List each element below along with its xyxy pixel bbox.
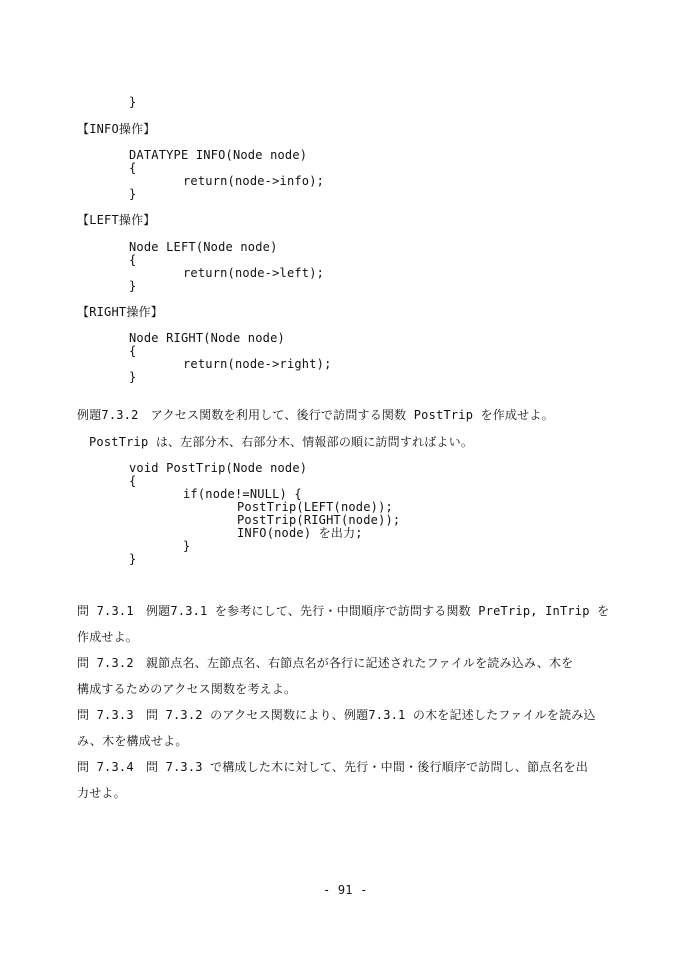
section-heading-info: 【INFO操作】 <box>77 122 156 136</box>
code-line: } <box>129 187 137 201</box>
code-line: INFO(node) を出力; <box>237 526 363 540</box>
question-7-3-2: 問 7.3.2 親節点名、左節点名、右節点名が各行に記述されたファイルを読み込み、木を <box>77 656 574 670</box>
code-line: } <box>129 95 137 109</box>
code-line: { <box>129 474 137 488</box>
section-heading-right: 【RIGHT操作】 <box>77 305 163 319</box>
code-line: Node RIGHT(Node node) <box>129 331 285 345</box>
question-7-3-1: 問 7.3.1 例題7.3.1 を参考にして、先行・中間順序で訪問する関数 PreTrip, InTrip を <box>77 604 610 618</box>
code-line: { <box>129 253 137 267</box>
example-hint: PostTrip は、左部分木、右部分木、情報部の順に訪問すればよい。 <box>89 435 474 449</box>
code-line: } <box>183 539 191 553</box>
question-7-3-3-cont: み、木を構成せよ。 <box>77 734 188 748</box>
code-line: { <box>129 344 137 358</box>
code-line: void PostTrip(Node node) <box>129 461 308 475</box>
code-line: if(node!=NULL) { <box>183 487 302 501</box>
question-7-3-1-cont: 作成せよ。 <box>77 630 139 644</box>
section-heading-left: 【LEFT操作】 <box>77 213 156 227</box>
page-number: - 91 - <box>323 883 368 897</box>
code-line: } <box>129 279 137 293</box>
code-line: PostTrip(LEFT(node)); <box>237 500 393 514</box>
code-line: } <box>129 552 137 566</box>
question-7-3-2-cont: 構成するためのアクセス関数を考えよ。 <box>77 682 297 696</box>
code-line: DATATYPE INFO(Node node) <box>129 148 308 162</box>
question-7-3-4: 問 7.3.4 問 7.3.3 で構成した木に対して、先行・中間・後行順序で訪問し、節点名を出 <box>77 760 589 774</box>
question-7-3-4-cont: 力せよ。 <box>77 786 126 800</box>
code-line: PostTrip(RIGHT(node)); <box>237 513 401 527</box>
code-line: return(node->right); <box>183 357 332 371</box>
code-line: Node LEFT(Node node) <box>129 240 278 254</box>
code-line: return(node->left); <box>183 266 325 280</box>
code-line: return(node->info); <box>183 174 325 188</box>
question-7-3-3: 問 7.3.3 問 7.3.2 のアクセス関数により、例題7.3.1 の木を記述したファイルを読み込 <box>77 708 596 722</box>
code-line: } <box>129 370 137 384</box>
code-line: { <box>129 161 137 175</box>
example-title: 例題7.3.2 アクセス関数を利用して、後行で訪問する関数 PostTrip を作成せよ。 <box>77 408 554 422</box>
